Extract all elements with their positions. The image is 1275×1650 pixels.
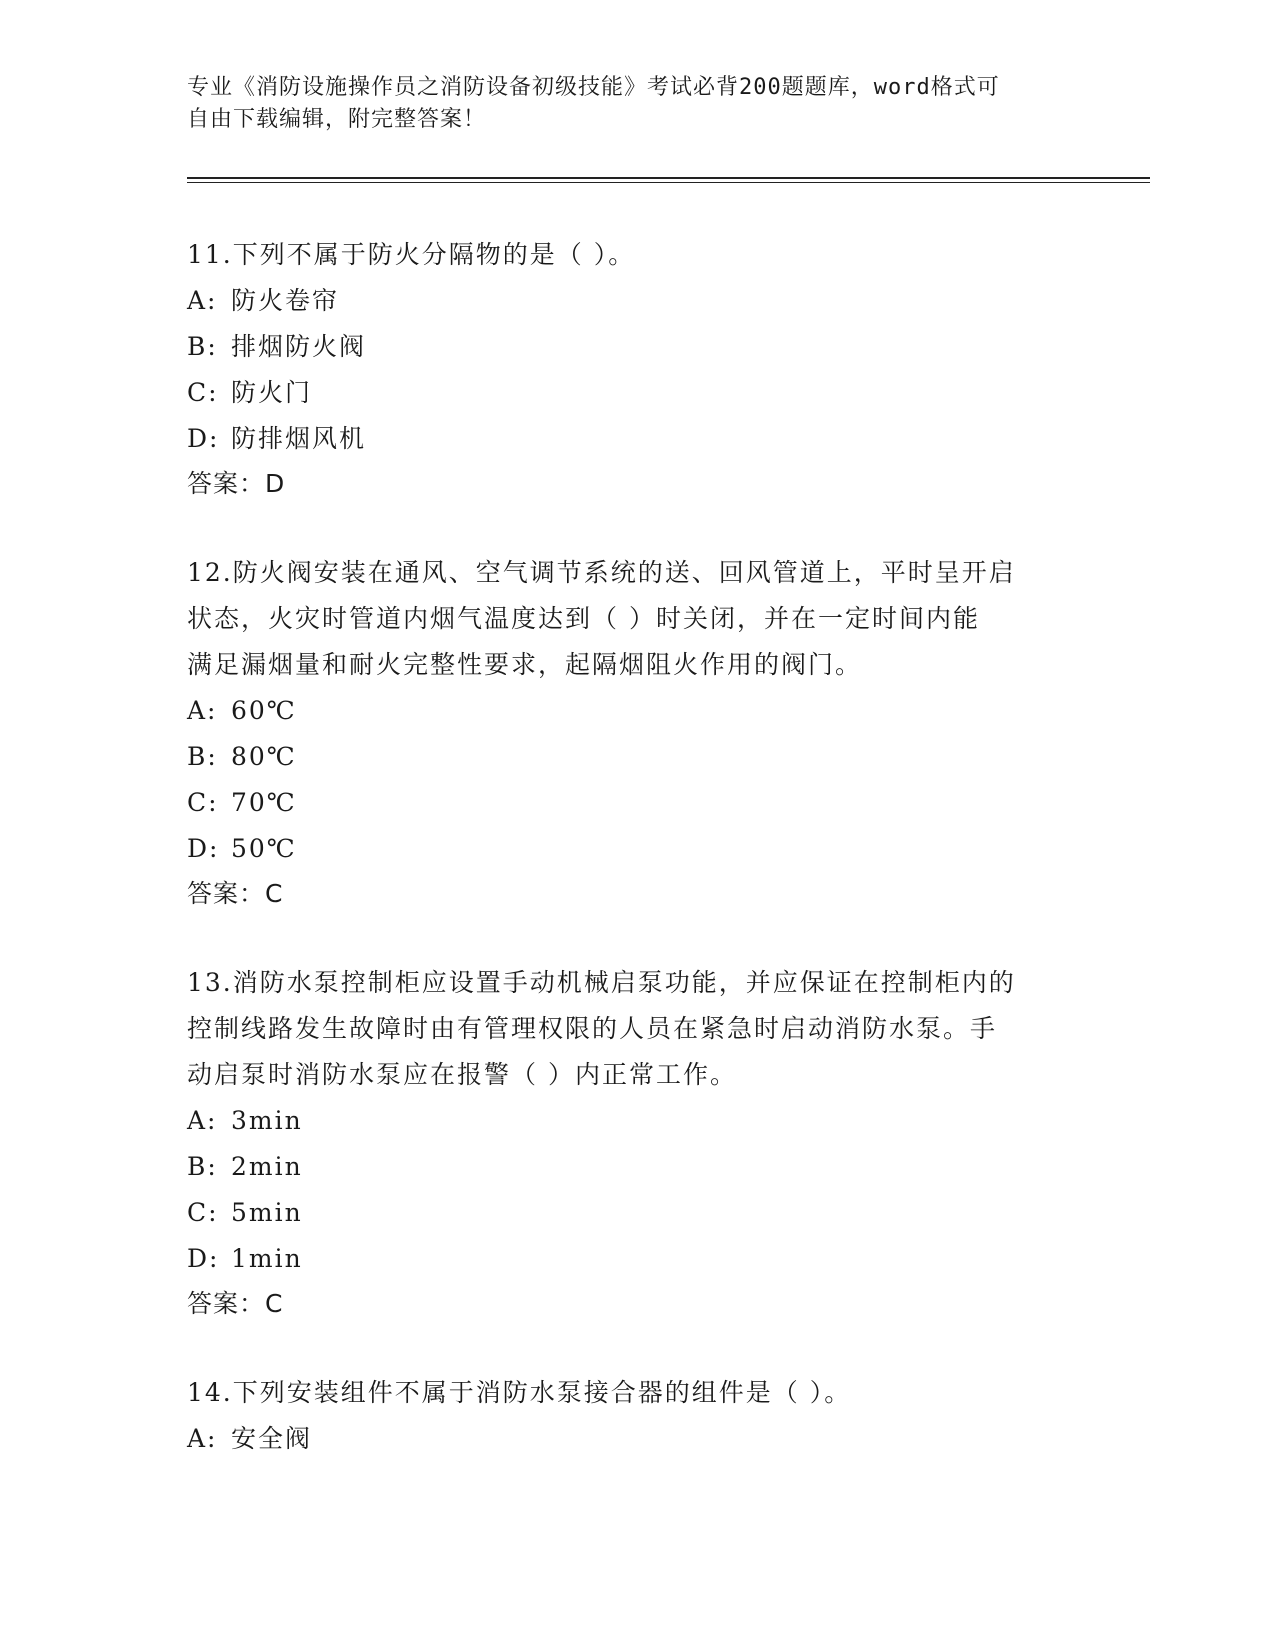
answer-option: [187, 370, 1087, 416]
option-text: 50℃: [231, 834, 297, 863]
question-stem-line: 11.下列不属于防火分隔物的是（ ）。: [187, 240, 636, 269]
answer-option: [187, 416, 1087, 462]
option-key: A:: [187, 1424, 218, 1453]
answer-option: [187, 278, 1087, 324]
question-block: [187, 232, 1087, 506]
option-text: 80℃: [231, 742, 297, 771]
answer-line: 答案：D: [187, 469, 286, 498]
option-key: B:: [187, 742, 218, 771]
option-text: 排烟防火阀: [231, 332, 367, 361]
question-block: [187, 1370, 1087, 1462]
question-stem-line: 控制线路发生故障时由有管理权限的人员在紧急时启动消防水泵。手: [187, 1014, 998, 1043]
option-key: C:: [187, 788, 219, 817]
option-text: 防火卷帘: [231, 286, 340, 315]
question-stem: [187, 960, 1087, 1098]
option-text: 1min: [231, 1244, 303, 1273]
answer-line: 答案：C: [187, 879, 284, 908]
header-line-1: 专业《消防设施操作员之消防设备初级技能》考试必背200题题库，word格式可: [187, 75, 1000, 100]
question-stem-line: 状态，火灾时管道内烟气温度达到（ ）时关闭，并在一定时间内能: [187, 604, 980, 633]
question-stem-line: 12.防火阀安装在通风、空气调节系统的送、回风管道上，平时呈开启: [187, 558, 1016, 587]
option-text: 防火门: [231, 378, 313, 407]
option-key: C:: [187, 1198, 219, 1227]
option-text: 安全阀: [231, 1424, 313, 1453]
answer-option: [187, 1236, 1087, 1282]
option-text: 60℃: [231, 696, 297, 725]
option-key: D:: [187, 1244, 220, 1273]
option-key: B:: [187, 332, 218, 361]
answer-option: [187, 1144, 1087, 1190]
question-stem: [187, 1370, 1087, 1416]
option-key: D:: [187, 834, 220, 863]
question-stem: [187, 550, 1087, 688]
option-key: D:: [187, 424, 220, 453]
answer-option: [187, 324, 1087, 370]
header-divider-thin: [187, 182, 1150, 183]
answer-option: [187, 1098, 1087, 1144]
question-block: [187, 960, 1087, 1326]
answer-option: [187, 1190, 1087, 1236]
question-block: [187, 550, 1087, 916]
question-stem-line: 13.消防水泵控制柜应设置手动机械启泵功能，并应保证在控制柜内的: [187, 968, 1016, 997]
option-text: 防排烟风机: [231, 424, 367, 453]
header-divider-thick: [187, 177, 1150, 179]
answer-option: [187, 1416, 1087, 1462]
question-stem-line: 满足漏烟量和耐火完整性要求，起隔烟阻火作用的阀门。: [187, 650, 863, 679]
question-list: [187, 232, 1087, 1506]
answer-option: [187, 780, 1087, 826]
document-header: [187, 72, 1087, 136]
question-stem: [187, 232, 1087, 278]
option-text: 2min: [231, 1152, 303, 1181]
answer-option: [187, 734, 1087, 780]
option-key: B:: [187, 1152, 218, 1181]
header-line-2: 自由下载编辑，附完整答案！: [187, 107, 487, 132]
option-key: A:: [187, 286, 218, 315]
question-stem-line: 动启泵时消防水泵应在报警（ ）内正常工作。: [187, 1060, 737, 1089]
question-stem-line: 14.下列安装组件不属于消防水泵接合器的组件是（ ）。: [187, 1378, 852, 1407]
option-key: A:: [187, 696, 218, 725]
answer-line: 答案：C: [187, 1289, 284, 1318]
answer-option: [187, 826, 1087, 872]
option-text: 70℃: [231, 788, 297, 817]
option-text: 3min: [231, 1106, 303, 1135]
option-text: 5min: [231, 1198, 303, 1227]
option-key: A:: [187, 1106, 218, 1135]
option-key: C:: [187, 378, 219, 407]
answer-option: [187, 688, 1087, 734]
